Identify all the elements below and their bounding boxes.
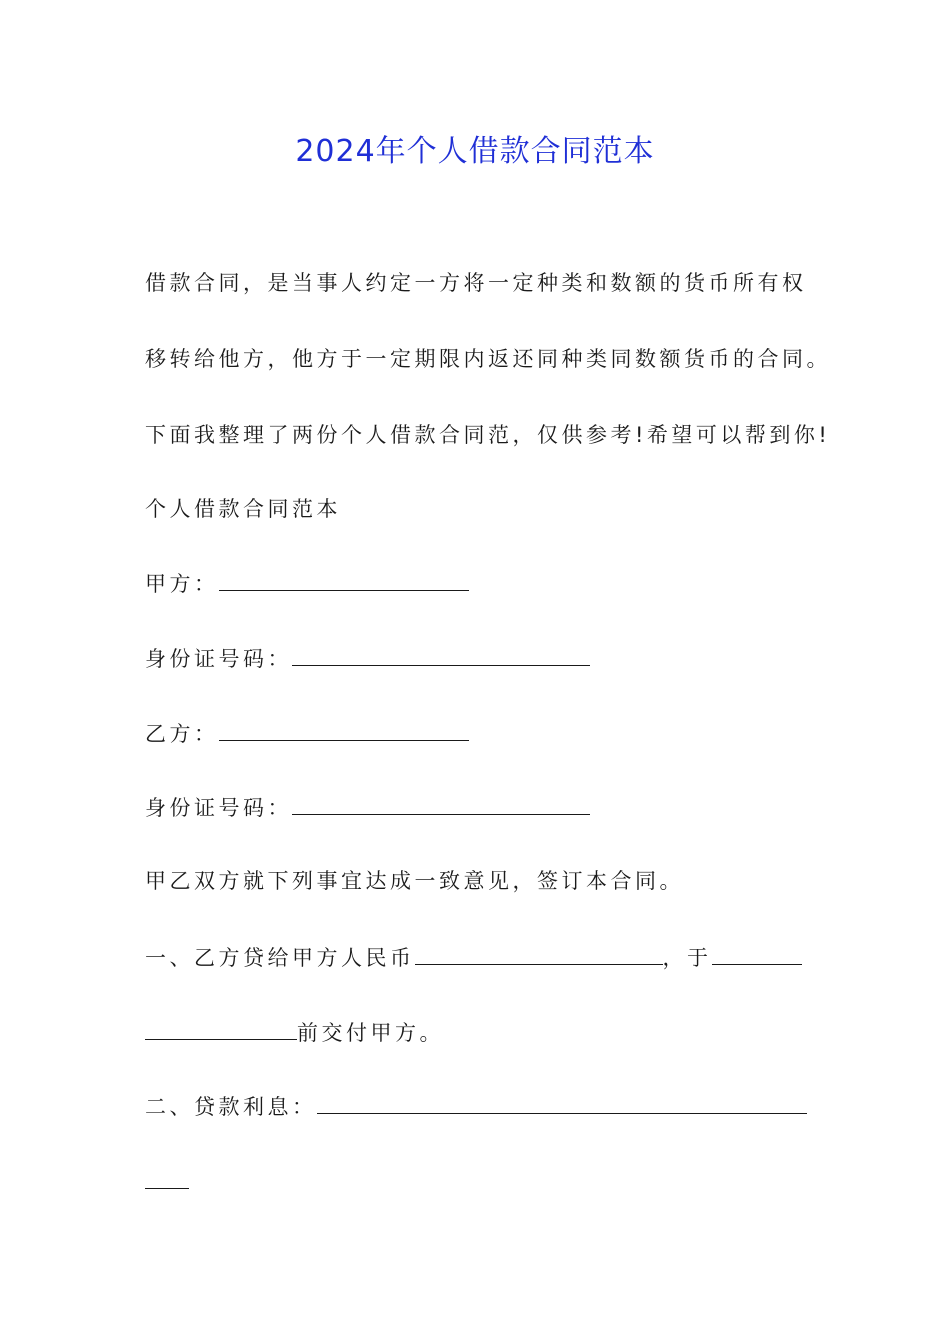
clause-1-suffix: 前交付甲方。 xyxy=(297,1021,444,1045)
party-a-blank xyxy=(219,568,469,591)
clause-2-interest-blank-a xyxy=(317,1091,807,1114)
clause-1-date-blank-a xyxy=(712,942,802,965)
intro-line-3: 下面我整理了两份个人借款合同范，仅供参考!希望可以帮到你! xyxy=(145,423,831,447)
clause-1-row xyxy=(145,942,802,973)
agreement-statement: 甲乙双方就下列事宜达成一致意见，签订本合同。 xyxy=(145,869,684,893)
party-b-id-blank xyxy=(292,792,590,815)
party-a-row xyxy=(145,568,469,599)
clause-1-amount-blank xyxy=(415,942,663,965)
section-heading: 个人借款合同范本 xyxy=(145,497,341,521)
party-a-id-blank xyxy=(292,643,590,666)
clause-2-label: 二、贷款利息： xyxy=(145,1095,317,1119)
clause-1-cont-row xyxy=(145,1017,444,1048)
clause-1-middle: ，于 xyxy=(662,946,712,970)
clause-1-date-blank-b xyxy=(145,1017,297,1040)
party-b-id-row xyxy=(145,792,590,823)
intro-line-2: 移转给他方，他方于一定期限内返还同种类同数额货币的合同。 xyxy=(145,347,831,371)
party-b-label: 乙方： xyxy=(145,722,219,746)
party-b-row xyxy=(145,718,469,749)
party-a-id-row xyxy=(145,643,590,674)
document-title: 2024年个人借款合同范本 xyxy=(295,134,655,169)
clause-1-prefix: 一、乙方贷给甲方人民币 xyxy=(145,946,415,970)
intro-line-1: 借款合同，是当事人约定一方将一定种类和数额的货币所有权 xyxy=(145,271,807,295)
party-b-id-label: 身份证号码： xyxy=(145,796,292,820)
clause-2-interest-blank-b xyxy=(145,1166,189,1189)
party-a-id-label: 身份证号码： xyxy=(145,647,292,671)
party-a-label: 甲方： xyxy=(145,572,219,596)
clause-2-cont-row xyxy=(145,1166,189,1197)
clause-2-row xyxy=(145,1091,807,1122)
party-b-blank xyxy=(219,718,469,741)
